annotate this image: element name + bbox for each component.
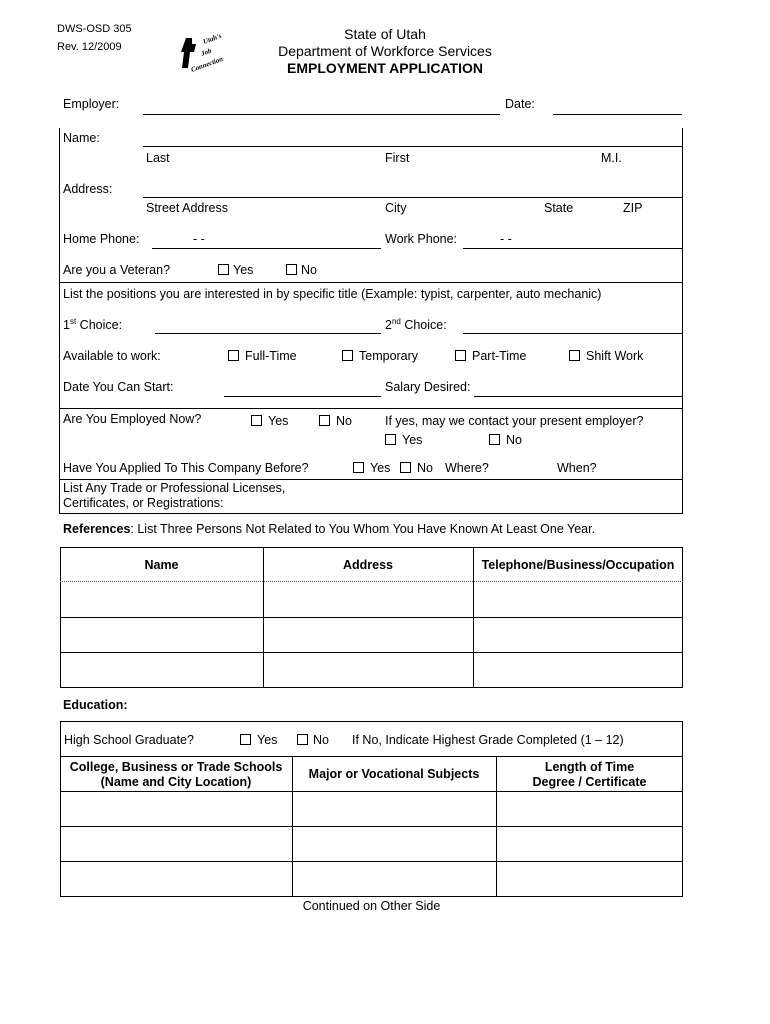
licenses-label-line2: Certificates, or Registrations: [63,496,224,510]
address-city-caption: City [385,201,407,215]
name-last-caption: Last [146,151,170,165]
veteran-yes-label: Yes [233,263,254,277]
state-title: State of Utah [344,26,426,42]
address-zip-caption: ZIP [623,201,643,215]
divider [59,479,683,480]
highest-grade-label: If No, Indicate Highest Grade Completed (1 – 12) [352,733,624,747]
references-heading: References: List Three Persons Not Related to You Whom You Have Known At Least One Year. [63,522,596,536]
education-row-divider [60,861,683,862]
education-col-school-line1: College, Business or Trade Schools [69,760,283,774]
education-col-school-line2: (Name and City Location) [100,775,252,789]
name-field[interactable] [143,146,682,147]
contact-yes-label: Yes [402,433,423,447]
salary-label: Salary Desired: [385,380,471,394]
start-date-label: Date You Can Start: [63,380,174,394]
form-box-left [59,128,60,513]
second-choice-label: 2nd Choice: [385,317,447,333]
form-box-bottom [59,513,683,514]
divider [59,282,683,283]
hs-graduate-label: High School Graduate? [64,733,194,747]
applied-before-label: Have You Applied To This Company Before? [63,461,309,475]
contact-yes-checkbox[interactable] [385,434,396,445]
employer-label: Employer: [63,97,120,111]
continued-footer: Continued on Other Side [302,899,441,913]
veteran-label: Are you a Veteran? [63,263,171,277]
address-label: Address: [63,182,113,196]
temporary-checkbox[interactable] [342,350,353,361]
department-title: Department of Workforce Services [278,43,492,59]
date-label: Date: [505,97,535,111]
hs-no-checkbox[interactable] [297,734,308,745]
education-col-length-line1: Length of Time [544,760,635,774]
svg-text:Connection: Connection [189,54,225,74]
form-id: DWS-OSD 305 [57,23,132,35]
applied-no-label: No [417,461,433,475]
education-row-divider [60,756,683,757]
hs-yes-label: Yes [257,733,278,747]
hs-no-label: No [313,733,329,747]
education-row-divider [60,791,683,792]
full-time-checkbox[interactable] [228,350,239,361]
applied-no-checkbox[interactable] [400,462,411,473]
shift-work-label: Shift Work [586,349,644,363]
veteran-yes-checkbox[interactable] [218,264,229,275]
applied-when-label: When? [557,461,597,475]
hs-yes-checkbox[interactable] [240,734,251,745]
references-row-divider [60,617,683,618]
employed-label: Are You Employed Now? [63,412,202,426]
svg-text:Job: Job [199,46,213,58]
divider [59,408,683,409]
date-field[interactable] [553,114,682,115]
first-choice-label: 1st Choice: [63,317,123,333]
revision-date: Rev. 12/2009 [57,41,122,53]
references-col-telephone: Telephone/Business/Occupation [481,558,675,572]
education-col-length-line2: Degree / Certificate [532,775,647,789]
references-row-divider [60,652,683,653]
home-phone-field[interactable] [152,248,381,249]
name-mi-caption: M.I. [601,151,622,165]
references-col-name: Name [144,558,179,572]
salary-field[interactable] [474,396,682,397]
veteran-no-label: No [301,263,317,277]
employer-field[interactable] [143,114,500,115]
home-phone-label: Home Phone: [63,232,140,246]
form-box-right [682,128,683,513]
work-phone-field[interactable] [463,248,682,249]
licenses-label-line1: List Any Trade or Professional Licenses, [63,481,286,495]
employed-yes-label: Yes [268,414,289,428]
shift-work-checkbox[interactable] [569,350,580,361]
svg-text:Utah's: Utah's [201,31,223,46]
contact-no-label: No [506,433,522,447]
employed-no-label: No [336,414,352,428]
education-row-divider [60,826,683,827]
available-label: Available to work: [63,349,161,363]
address-field[interactable] [143,197,682,198]
temporary-label: Temporary [359,349,419,363]
contact-employer-label: If yes, may we contact your present employer? [385,414,644,428]
full-time-label: Full-Time [245,349,297,363]
name-first-caption: First [385,151,410,165]
applied-yes-checkbox[interactable] [353,462,364,473]
education-col-major: Major or Vocational Subjects [308,767,480,781]
references-header-divider [60,581,683,582]
start-date-field[interactable] [224,396,381,397]
part-time-label: Part-Time [472,349,527,363]
contact-no-checkbox[interactable] [489,434,500,445]
applied-yes-label: Yes [370,461,391,475]
education-table [60,721,683,897]
applied-where-label: Where? [445,461,489,475]
work-phone-label: Work Phone: [385,232,458,246]
work-phone-dashes: - - [500,232,512,246]
references-col-address: Address [342,558,394,572]
name-label: Name: [63,131,100,145]
page-title: EMPLOYMENT APPLICATION [287,60,483,76]
address-street-caption: Street Address [146,201,228,215]
part-time-checkbox[interactable] [455,350,466,361]
home-phone-dashes: - - [193,232,205,246]
education-heading: Education: [63,698,128,712]
employed-yes-checkbox[interactable] [251,415,262,426]
positions-label: List the positions you are interested in by specific title (Example: typist, carpenter, auto mechanic) [63,287,602,301]
second-choice-field[interactable] [463,333,682,334]
first-choice-field[interactable] [155,333,381,334]
address-state-caption: State [544,201,574,215]
veteran-no-checkbox[interactable] [286,264,297,275]
employed-no-checkbox[interactable] [319,415,330,426]
